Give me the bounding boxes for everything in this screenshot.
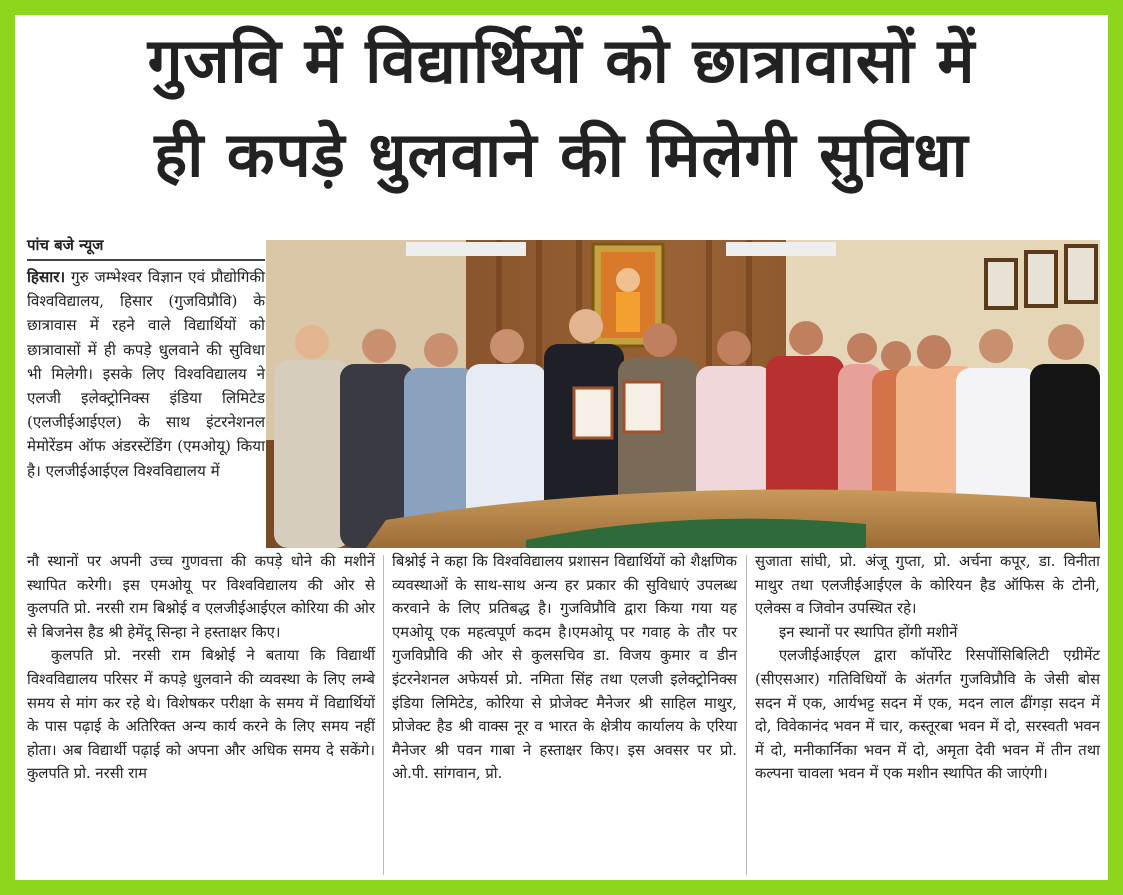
news-photo: [266, 240, 1100, 548]
column-divider-2: [746, 555, 747, 875]
column-divider-1: [383, 555, 384, 875]
column-2-paragraph-1: बिश्नोई ने कहा कि विश्वविद्यालय प्रशासन विद्यार्थियों को शैक्षणिक व्यवस्थाओं के साथ-साथ अन्य हर प्रकार की सुविधाएं उपलब्ध करवाने के लिए प्रतिबद्ध है। गुजविप्रौवि द्वारा किया गया यह एमओयू एक महत्वपूर्ण कदम है।एमओयू पर गवाह के तौर पर गुजविप्रौवि की ओर से कुलसचिव डा. विजय कुमार व डीन इंटरनेशनल अफेयर्स प्रो. नमिता सिंह तथा एलजी इलेक्ट्रोनिक्स इंडिया लिमिटेड, कोरिया से प्रोजेक्ट मैनेजर श्री साहिल माथुर, प्रोजेक्ट हैड श्री वाक्स नूर व भारत के क्षेत्रीय कार्यालय के एरिया मैनेजर श्री पवन गाबा ने हस्ताक्षर किए। इस अवसर पर प्रो. ओ.पी. सांगवान, प्रो.: [392, 553, 737, 783]
column-1-paragraph-1: नौ स्थानों पर अपनी उच्च गुणवत्ता की कपड़े धोने की मशीनें स्थापित करेगी। इस एमओयू पर विश्वविद्यालय की ओर से कुलपति प्रो. नरसी राम बिश्नोई व एलजीईआईएल कोरिया की ओर से बिजनेस हैड श्री हेमेंदू सिन्हा ने हस्ताक्षर किए।: [27, 553, 375, 641]
headline-line-1: गुजवि में विद्यार्थियों को छात्रावासों में: [147, 24, 976, 97]
dateline: हिसार।: [27, 268, 66, 286]
article-column-1: [27, 550, 375, 786]
byline-rule: [27, 259, 265, 261]
article-column-3: [755, 550, 1100, 786]
lead-text: गुरु जम्भेश्वर विज्ञान एवं प्रौद्योगिकी विश्वविद्यालय, हिसार (गुजविप्रौवि) के छात्रावास में रहने वाले विद्यार्थियों को छात्रावासों में ही कपड़े धुलवाने की सुविधा भी मिलेगी। इसके लिए विश्वविद्यालय ने एलजी इलेक्ट्रोनिक्स इंडिया लिमिटेड (एलजीईआईएल) के साथ इंटरनेशनल मेमोरेंडम ऑफ अंडरस्टेंडिंग (एमओयू) किया है। एलजीईआईएल विश्वविद्यालय में: [27, 268, 265, 480]
column-3-paragraph-1: सुजाता सांघी, प्रो. अंजू गुप्ता, प्रो. अर्चना कपूर, डा. विनीता माथुर तथा एलजीईआईएल के कोरियन हैड ऑफिस के टोनी, एलेक्स व जिवोन उपस्थित रहे।: [755, 553, 1100, 618]
newspaper-clipping: [15, 15, 1108, 880]
headline-line-2: ही कपड़े धुलवाने की मिलेगी सुविधा: [154, 118, 969, 191]
mou-signing-photo: [266, 240, 1100, 548]
headline: [15, 19, 1108, 197]
column-3-paragraph-2: एलजीईआईएल द्वारा कॉर्पोरेट रिसपोंसिबिलिटी एग्रीमेंट (सीएसआर) गतिविधियों के अंतर्गत गुजविप्रौवि के जेसी बोस सदन में एक, आर्यभट्ट सदन में एक, मदन लाल ढींगड़ा सदन में दो, विवेकानंद भवन में चार, कस्तूरबा भवन में दो, सरस्वती भवन में दो, मनीकार्निका भवन में दो, अमृता देवी भवन में तीन तथा कल्पना चावला भवन में एक मशीन स्थापित की जाएंगी।: [755, 647, 1100, 783]
byline: पांच बजे न्यूज: [27, 236, 104, 254]
article-column-2: [392, 550, 737, 786]
column-3-subheading: इन स्थानों पर स्थापित होंगी मशीनें: [779, 623, 958, 641]
lead-paragraph: [27, 265, 265, 483]
column-1-paragraph-2: कुलपति प्रो. नरसी राम बिश्नोई ने बताया कि विद्यार्थी विश्वविद्यालय परिसर में कपड़े धुलवाने की व्यवस्था के लिए लम्बे समय से मांग कर रहे थे। विशेषकर परीक्षा के समय में विद्यार्थियों के पास पढ़ाई के अतिरिक्त अन्य कार्य करने के लिए समय नहीं होता। अब विद्यार्थी पढ़ाई को अपना और अधिक समय दे सकेंगे। कुलपति प्रो. नरसी राम: [27, 647, 375, 783]
